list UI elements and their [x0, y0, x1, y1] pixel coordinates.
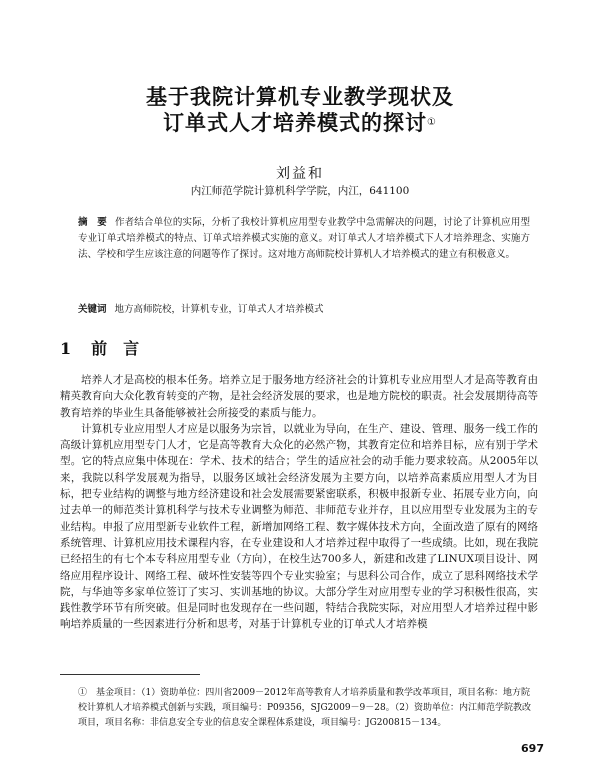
body-paragraph: 培养人才是高校的根本任务。培养立足于服务地方经济社会的计算机专业应用型人才是高等教育由精英教育向大众化教育转变的产物，是社会经济发展的要求，也是地方院校的职责。社会发展期待高等教育培养的毕业生具备能够被社会所接受的素质与能力。: [60, 374, 538, 419]
page-number: 697: [521, 742, 544, 755]
section-title: 前 言: [91, 339, 140, 358]
keywords-text: 地方高师院校，计算机专业，订单式人才培养模式: [114, 304, 324, 315]
body-paragraph: 计算机专业应用型人才应是以服务为宗旨，以就业为导向，在生产、建设、管理、服务一线工作的高级计算机应用型专门人才，它是高等教育大众化的必然产物，其教育定位和培养目标，应有别于学术型。它的特点应集中体现在：学术、技术的结合；学生的适应社会的动手能力要求较高。从2005年以来，我院以科学发展观为指导，以服务区域社会经济发展为主要方向，以培养高素质应用型人才为目标，把专业结构的调整与地方经济建设和社会发展需要紧密联系，积极申报新专业、拓展专业方向，向过去单一的师范类计算机科学与技术专业调整为师范、非师范专业并存，且以应用型专业发展为主的专业结构。申报了应用型新专业软件工程，新增加网络工程、数字媒体技术方向，全面改造了原有的网络系统管理、计算机应用技术课程内容，在专业建设和人才培养过程中取得了一些成绩。比如，现在我院已经招生的有七个本专科应用型专业（方向），在校生达700多人，新建和改建了LINUX项目设计、网络应用程序设计、网络工程、破坏性安装等四个专业实验室；与思科公司合作，成立了思科网络技术学院，与华迪等多家单位签订了实习、实训基地的协议。大部分学生对应用型专业的学习积极性很高，实践性教学环节有所突破。但是同时也发现存在一些问题，特结合我院实际，对应用型人才培养过程中影响培养质量的一些因素进行分析和思考，对基于计算机专业的订单式人才培养模: [60, 422, 538, 631]
abstract-text: 作者结合单位的实际，分析了我校计算机应用型专业教学中急需解决的问题，讨论了计算机应用型专业订单式培养模式的特点、订单式培养模式实施的意义。对订单式人才培养模式下人才培养理念、实施方法、学校和学生应该注意的问题等作了探讨。这对地方高师院校计算机人才培养模式的建立有积极意义。: [78, 217, 530, 260]
title-line-2: [0, 110, 600, 136]
title-footnote-marker: ①: [427, 117, 437, 128]
footnote: ① 基金项目：（1）资助单位：四川省2009－2012年高等教育人才培养质量和教学改革项目，项目名称：地方院校计算机人才培养模式创新与实践，项目编号：P09356，SJG2009－9－28。（2）资助单位：内江师范学院教改项目，项目名称：非信息安全专业的信息安全课程体系建设，项目编号：JG200815－134。: [78, 688, 531, 728]
section-heading: [60, 336, 139, 359]
keywords: [78, 301, 530, 315]
abstract: [78, 215, 530, 263]
author-name: 刘益和: [276, 166, 324, 182]
keywords-label: 关键词: [78, 304, 107, 315]
title-line-1: 基于我院计算机专业教学现状及: [146, 85, 454, 109]
body-text: [60, 372, 538, 633]
abstract-label: 摘 要: [78, 217, 107, 228]
author-affiliation: 内江师范学院计算机科学学院，内江，641100: [190, 185, 410, 197]
section-number: 1: [60, 339, 72, 358]
footnote-divider: [60, 674, 200, 675]
title-line-2-text: 订单式人才培养模式的探讨: [163, 111, 428, 135]
paper-title: [0, 84, 600, 136]
